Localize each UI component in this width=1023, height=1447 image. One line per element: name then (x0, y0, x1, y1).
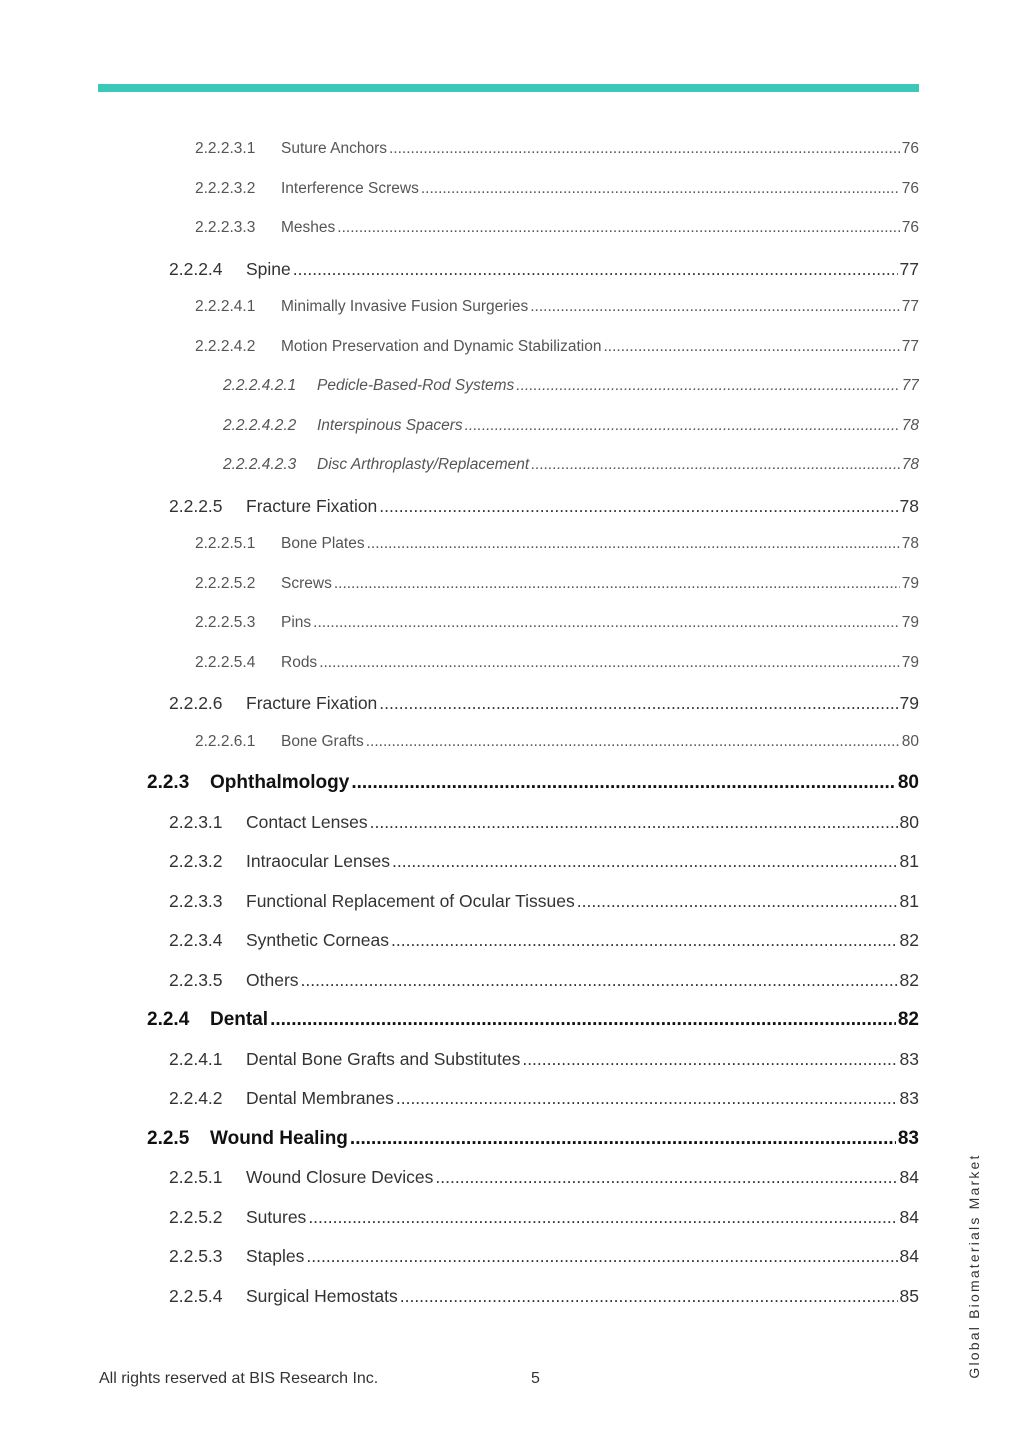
toc-dot-leader (370, 812, 898, 833)
toc-entry[interactable] (195, 180, 919, 198)
toc-dot-leader (367, 535, 900, 553)
toc-dot-leader (435, 1167, 897, 1188)
toc-entry-number: 2.2.2.5.4 (195, 653, 256, 671)
toc-entry-page: 82 (899, 969, 919, 990)
toc-dot-leader (389, 140, 900, 158)
toc-entry-title: Bone Grafts (281, 732, 364, 750)
toc-entry[interactable] (147, 772, 919, 794)
toc-entry-number: 2.2.2.6.1 (195, 732, 256, 750)
toc-entry[interactable] (223, 417, 919, 435)
toc-entry[interactable] (195, 338, 919, 356)
toc-entry[interactable] (223, 377, 919, 395)
toc-entry-title: Disc Arthroplasty/Replacement (317, 456, 530, 473)
toc-entry-title: Dental Bone Grafts and Substitutes (246, 1048, 521, 1069)
toc-dot-leader (531, 456, 900, 474)
toc-entry-title: Spine (246, 258, 291, 279)
toc-entry-title: Fracture Fixation (246, 495, 378, 516)
toc-entry[interactable] (223, 456, 919, 474)
toc-entry-title: Meshes (281, 219, 336, 236)
toc-entry[interactable] (169, 1246, 919, 1267)
side-running-title: Global Biomaterials Market (966, 1153, 982, 1379)
toc-entry-number: 2.2.2.4.2.3 (223, 456, 297, 473)
toc-entry-title: Minimally Invasive Fusion Surgeries (281, 298, 529, 315)
toc-entry-title: Staples (246, 1246, 305, 1266)
toc-entry-page: 79 (901, 614, 919, 631)
toc-entry-title: Fracture Fixation (246, 693, 378, 713)
toc-entry[interactable] (195, 219, 919, 237)
toc-dot-leader (313, 614, 900, 632)
toc-entry-title: Synthetic Corneas (246, 930, 389, 950)
toc-entry-number: 2.2.2.5.1 (195, 535, 256, 552)
toc-entry[interactable] (147, 1009, 919, 1031)
toc-entry-title: Intraocular Lenses (246, 851, 390, 871)
toc-dot-leader (396, 1088, 898, 1109)
toc-entry-number: 2.2.2.4.1 (195, 298, 256, 315)
toc-dot-leader (391, 930, 898, 951)
toc-entry-title: Wound Closure Devices (246, 1167, 434, 1187)
toc-entry-number: 2.2.2.5.3 (195, 614, 256, 631)
toc-entry[interactable] (195, 575, 919, 593)
toc-entry-title: Ophthalmology (210, 772, 350, 793)
toc-entry[interactable] (169, 1286, 919, 1307)
toc-entry-page: 78 (901, 416, 919, 434)
toc-entry-page: 76 (901, 140, 919, 157)
toc-dot-leader (577, 891, 898, 912)
toc-dot-leader (379, 693, 897, 714)
toc-entry-number: 2.2.3.2 (169, 851, 223, 871)
toc-entry-title: Contact Lenses (246, 811, 368, 832)
toc-entry-page: 77 (899, 258, 919, 279)
toc-dot-leader (350, 1128, 896, 1150)
toc-entry-number: 2.2.2.3.3 (195, 219, 256, 236)
toc-dot-leader (337, 219, 899, 237)
toc-entry[interactable] (195, 614, 919, 632)
toc-dot-leader (516, 377, 899, 395)
toc-entry-number: 2.2.5.4 (169, 1285, 223, 1306)
toc-entry-number: 2.2.5.3 (169, 1246, 223, 1266)
toc-entry-title: Pedicle-Based-Rod Systems (317, 377, 515, 394)
toc-entry-number: 2.2.2.4 (169, 258, 223, 279)
toc-dot-leader (270, 1009, 896, 1031)
toc-dot-leader (293, 259, 898, 280)
toc-entry-title: Surgical Hemostats (246, 1285, 398, 1306)
toc-entry[interactable] (147, 1128, 919, 1150)
toc-entry[interactable] (169, 496, 919, 517)
toc-entry-page: 78 (899, 495, 919, 516)
toc-entry[interactable] (195, 298, 919, 316)
toc-entry-page: 77 (901, 377, 919, 394)
toc-entry-page: 81 (899, 890, 919, 911)
toc-dot-leader (366, 733, 900, 751)
toc-entry-page: 77 (901, 337, 919, 355)
toc-entry-number: 2.2.4.1 (169, 1048, 223, 1069)
toc-entry[interactable] (169, 693, 919, 714)
toc-entry-number: 2.2.3.4 (169, 930, 223, 950)
toc-entry-page: 78 (901, 456, 919, 473)
toc-dot-leader (351, 772, 896, 794)
toc-entry-title: Motion Preservation and Dynamic Stabilization (281, 337, 602, 355)
toc-dot-leader (308, 1207, 897, 1228)
toc-entry-number: 2.2.2.5.2 (195, 574, 256, 592)
toc-entry[interactable] (169, 1049, 919, 1070)
toc-entry-title: Interference Screws (281, 179, 419, 197)
toc-entry-page: 78 (901, 535, 919, 552)
toc-entry[interactable] (169, 812, 919, 833)
toc-entry-page: 76 (901, 179, 919, 197)
toc-entry-title: Others (246, 969, 299, 990)
toc-entry-number: 2.2.2.3.2 (195, 179, 256, 197)
toc-entry-title: Dental Membranes (246, 1088, 394, 1108)
toc-entry-page: 76 (901, 219, 919, 236)
toc-entry[interactable] (169, 1167, 919, 1188)
toc-dot-leader (465, 417, 900, 435)
toc-entry-number: 2.2.3.1 (169, 811, 223, 832)
footer-copyright: All rights reserved at BIS Research Inc. (99, 1370, 379, 1387)
toc-entry-page: 85 (899, 1285, 919, 1306)
toc-dot-leader (379, 496, 897, 517)
toc-entry-title: Interspinous Spacers (317, 416, 463, 434)
toc-entry-page: 82 (899, 930, 919, 950)
toc-entry[interactable] (195, 654, 919, 672)
toc-entry-page: 84 (899, 1246, 919, 1266)
toc-dot-leader (421, 180, 900, 198)
toc-dot-leader (306, 1246, 897, 1267)
toc-entry-number: 2.2.2.4.2.2 (223, 416, 297, 434)
toc-dot-leader (522, 1049, 897, 1070)
toc-dot-leader (604, 338, 900, 356)
toc-entry-page: 77 (901, 298, 919, 315)
toc-entry-page: 83 (899, 1088, 919, 1108)
toc-entry-page: 83 (899, 1048, 919, 1069)
toc-entry-title: Rods (281, 653, 318, 671)
footer-page-number: 5 (531, 1370, 540, 1387)
toc-entry[interactable] (169, 1088, 919, 1109)
toc-entry-number: 2.2.5 (147, 1127, 190, 1149)
toc-entry-page: 84 (899, 1167, 919, 1187)
toc-entry-page: 79 (899, 693, 919, 713)
toc-dot-leader (301, 970, 898, 991)
toc-entry[interactable] (169, 970, 919, 991)
toc-entry[interactable] (169, 930, 919, 951)
toc-dot-leader (400, 1286, 898, 1307)
toc-entry-number: 2.2.3.3 (169, 890, 223, 911)
toc-entry-title: Sutures (246, 1206, 307, 1227)
toc-entry-page: 80 (897, 772, 919, 793)
toc-entry-page: 81 (899, 851, 919, 871)
toc-entry-number: 2.2.3 (147, 772, 190, 793)
toc-entry-title: Pins (281, 614, 312, 631)
toc-entry[interactable] (195, 535, 919, 553)
toc-entry-page: 79 (901, 653, 919, 671)
toc-entry-page: 83 (897, 1127, 919, 1149)
toc-entry-number: 2.2.2.3.1 (195, 140, 256, 157)
toc-entry-number: 2.2.4.2 (169, 1088, 223, 1108)
toc-entry-number: 2.2.4 (147, 1009, 190, 1030)
toc-entry-title: Wound Healing (210, 1127, 348, 1149)
toc-entry-number: 2.2.5.2 (169, 1206, 223, 1227)
toc-entry-number: 2.2.2.4.2 (195, 337, 256, 355)
toc-entry-title: Screws (281, 574, 332, 592)
toc-entry-page: 80 (899, 811, 919, 832)
toc-entry[interactable] (169, 1207, 919, 1228)
toc-entry-number: 2.2.2.6 (169, 693, 223, 713)
toc-entry-page: 79 (901, 574, 919, 592)
toc-entry[interactable] (169, 259, 919, 280)
toc-dot-leader (392, 851, 898, 872)
toc-dot-leader (319, 654, 900, 672)
toc-entry[interactable] (169, 851, 919, 872)
toc-entry-page: 80 (901, 732, 919, 750)
toc-entry-number: 2.2.2.5 (169, 495, 223, 516)
toc-entry[interactable] (195, 733, 919, 751)
header-accent-bar (98, 84, 919, 92)
toc-entry[interactable] (195, 140, 919, 158)
toc-dot-leader (334, 575, 900, 593)
toc-entry-number: 2.2.3.5 (169, 969, 223, 990)
toc-entry-title: Functional Replacement of Ocular Tissues (246, 890, 575, 911)
toc-entry[interactable] (169, 891, 919, 912)
toc-entry-title: Suture Anchors (281, 140, 387, 157)
toc-entry-page: 84 (899, 1206, 919, 1227)
toc-entry-number: 2.2.5.1 (169, 1167, 223, 1187)
toc-entry-number: 2.2.2.4.2.1 (223, 377, 297, 394)
toc-entry-title: Bone Plates (281, 535, 365, 552)
toc-entry-title: Dental (210, 1009, 269, 1030)
toc-entry-page: 82 (897, 1009, 919, 1030)
toc-dot-leader (530, 298, 900, 316)
